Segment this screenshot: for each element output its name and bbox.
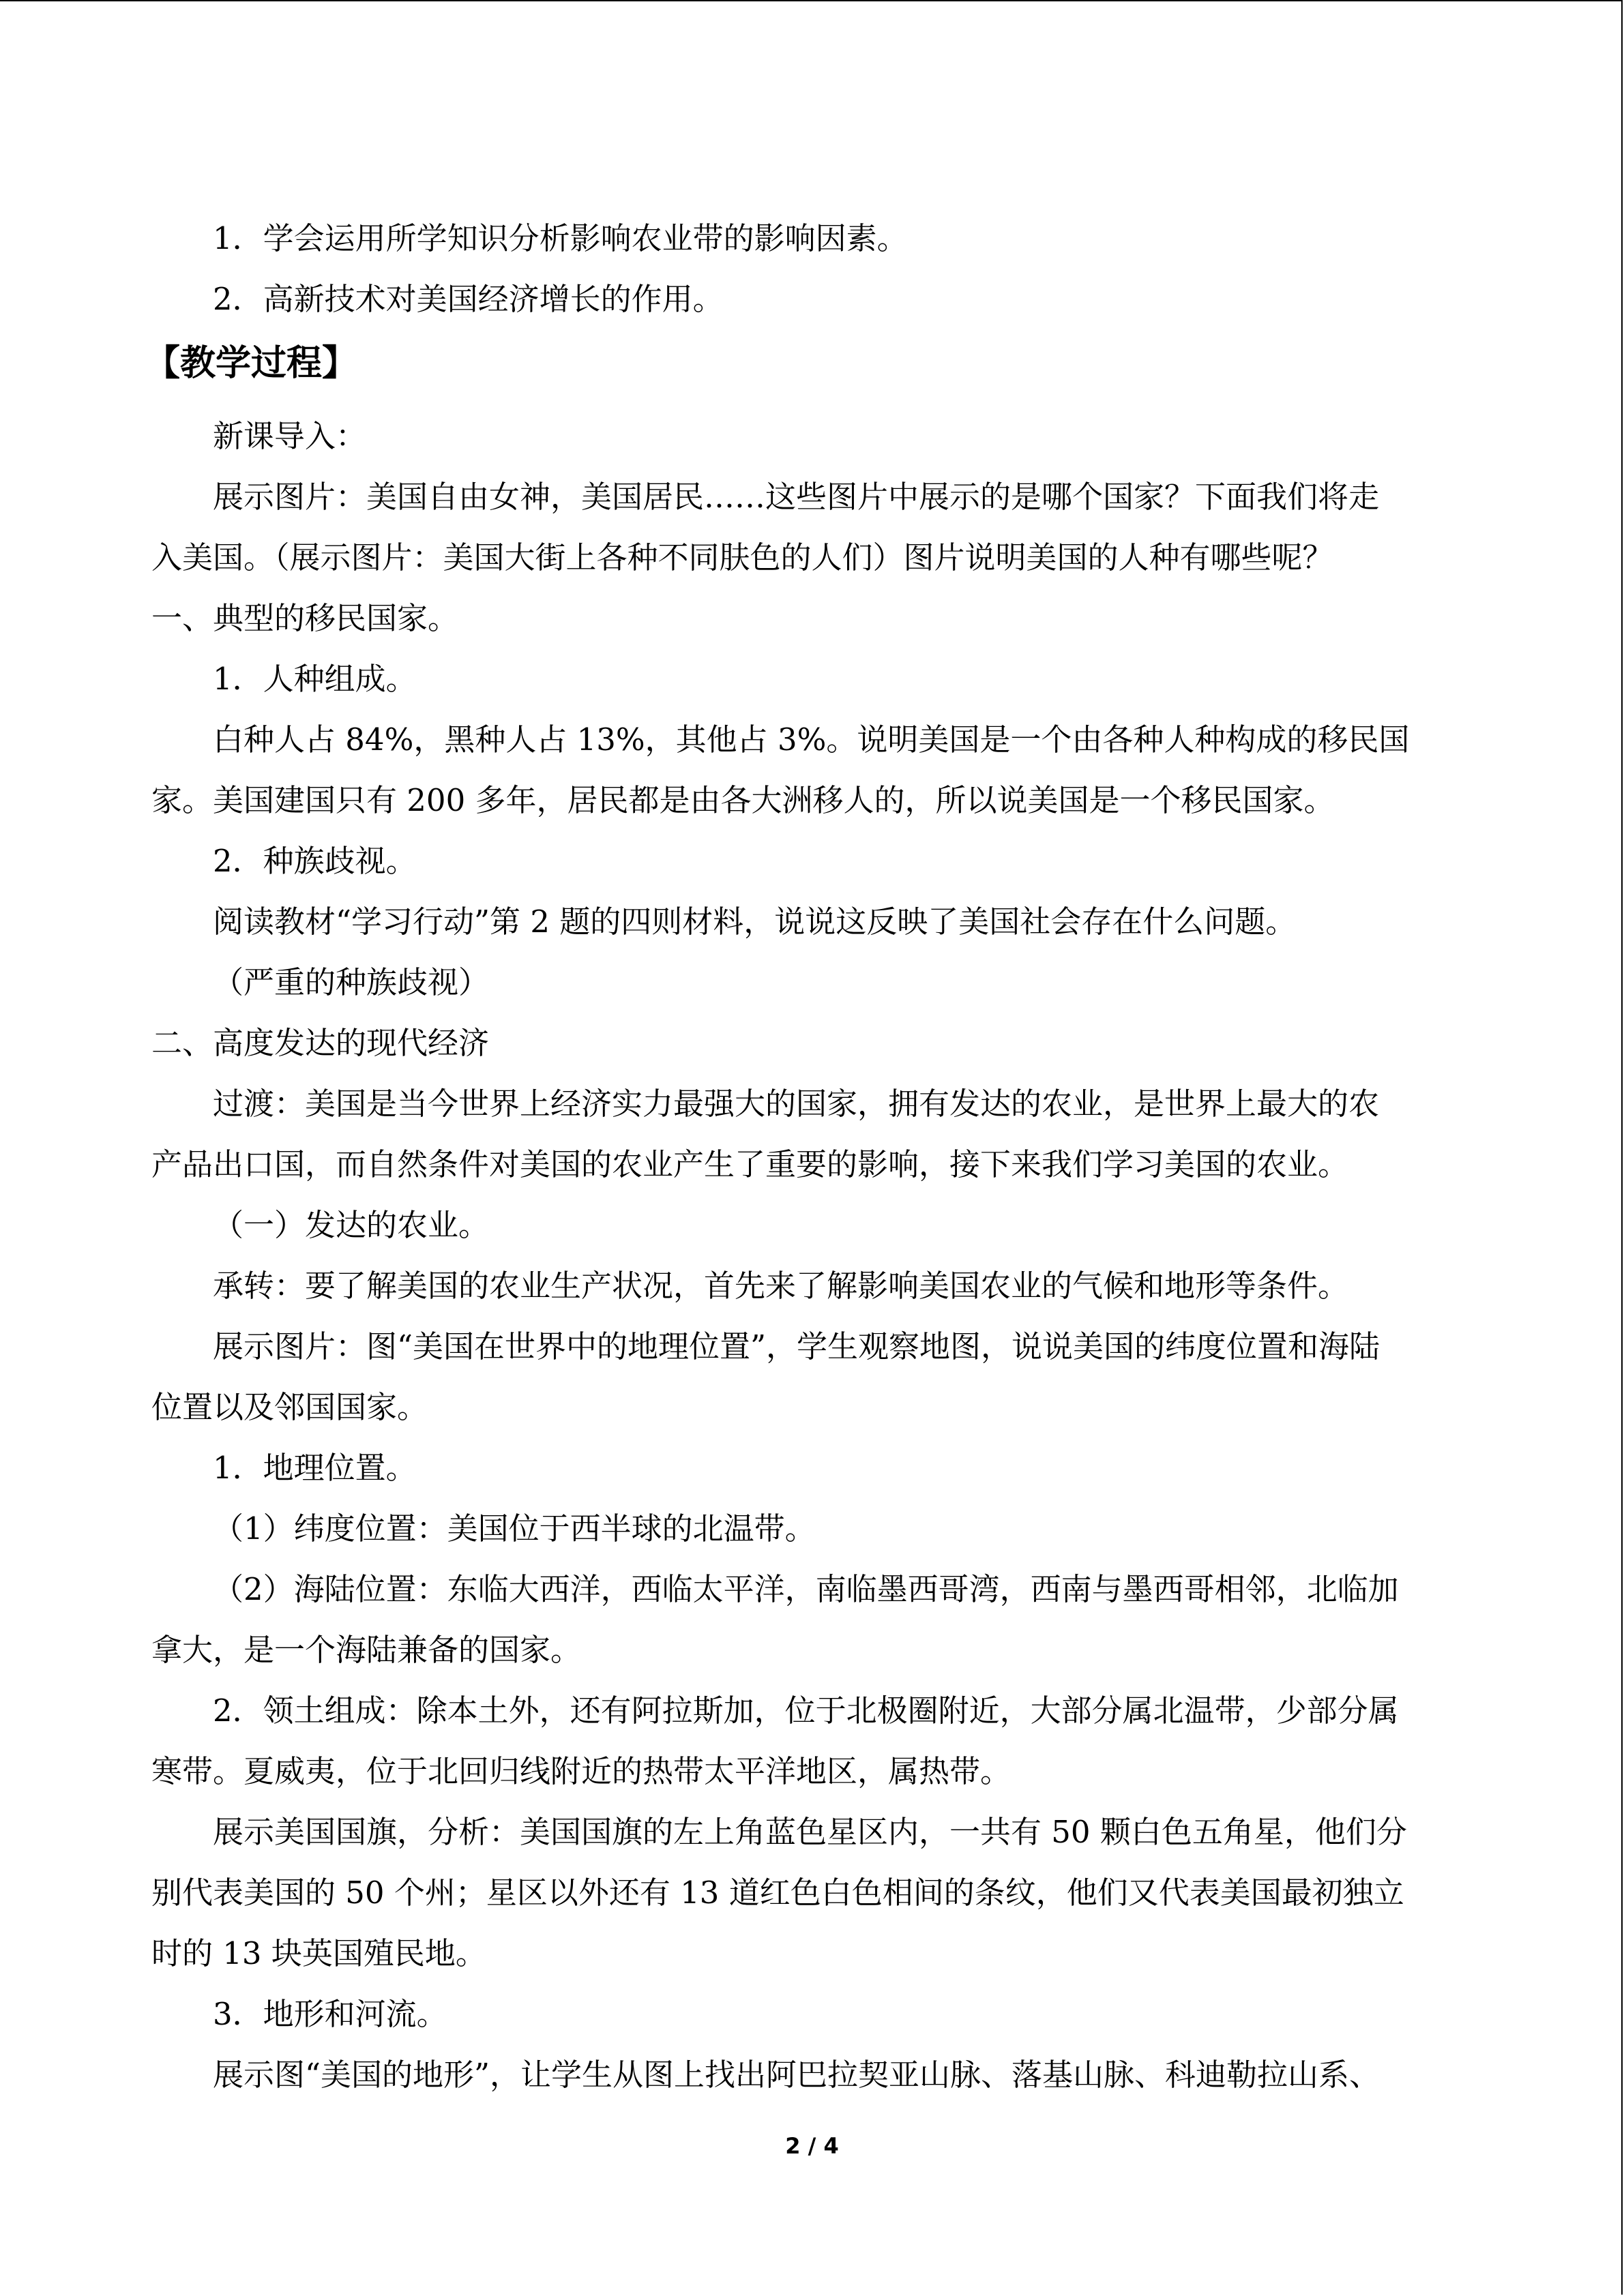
paragraph-line: 拿大，是一个海陆兼备的国家。 [151, 1632, 582, 1668]
section-heading-teaching-process: 【教学过程】 [145, 343, 358, 384]
paragraph-line: 展示图片：美国自由女神，美国居民……这些图片中展示的是哪个国家？下面我们将走 [213, 479, 1380, 515]
paragraph-line: 位置以及邻国国家。 [151, 1389, 428, 1425]
paragraph-line: （2）海陆位置：东临大西洋，西临太平洋，南临墨西哥湾，西南与墨西哥相邻，北临加 [213, 1571, 1399, 1607]
paragraph-line: 入美国。（展示图片：美国大街上各种不同肤色的人们）图片说明美国的人种有哪些呢？ [151, 539, 1333, 576]
paragraph-line: 产品出口国，而自然条件对美国的农业产生了重要的影响，接下来我们学习美国的农业。 [151, 1146, 1349, 1182]
paragraph-line: 时的 13 块英国殖民地。 [151, 1935, 486, 1971]
section-title-modern-economy: 二、高度发达的现代经济 [151, 1025, 490, 1061]
paragraph-line: 展示图片：图“美国在世界中的地理位置”，学生观察地图，说说美国的纬度位置和海陆 [213, 1328, 1381, 1365]
objective-1: 1．学会运用所学知识分析影响农业带的影响因素。 [213, 220, 908, 256]
paragraph-line: 展示图“美国的地形”，让学生从图上找出阿巴拉契亚山脉、落基山脉、科迪勒拉山系、 [213, 2057, 1381, 2093]
subsection-title: 2．种族歧视。 [213, 843, 417, 879]
paragraph-line: 承转：要了解美国的农业生产状况，首先来了解影响美国农业的气候和地形等条件。 [213, 1268, 1349, 1304]
paragraph-line: （严重的种族歧视） [213, 964, 490, 1000]
paragraph-line: 阅读教材“学习行动”第 2 题的四则材料，说说这反映了美国社会存在什么问题。 [213, 904, 1297, 940]
paragraph-line: 家。美国建国只有 200 多年，居民都是由各大洲移人的，所以说美国是一个移民国家。 [151, 782, 1335, 818]
paragraph-line: 过渡：美国是当今世界上经济实力最强大的国家，拥有发达的农业，是世界上最大的农 [213, 1086, 1380, 1122]
paragraph-line: （1）纬度位置：美国位于西半球的北温带。 [213, 1510, 816, 1547]
objective-2: 2．高新技术对美国经济增长的作用。 [213, 281, 724, 317]
paragraph-line: 寒带。夏威夷，位于北回归线附近的热带太平洋地区，属热带。 [151, 1753, 1012, 1789]
paragraph-line: 新课导入： [213, 418, 367, 454]
page-number: 2 / 4 [785, 2133, 839, 2159]
subsection-title: 3．地形和河流。 [213, 1996, 447, 2032]
subsection-title: 1．地理位置。 [213, 1450, 417, 1486]
document-body [145, 208, 1475, 2105]
paragraph-line: 别代表美国的 50 个州；星区以外还有 13 道红色白色相间的条纹，他们又代表美国最初独立 [151, 1875, 1404, 1911]
paragraph-line: 白种人占 84%，黑种人占 13%，其他占 3%。说明美国是一个由各种人种构成的移民国 [213, 721, 1410, 758]
paragraph-line: 2．领土组成：除本土外，还有阿拉斯加，位于北极圈附近，大部分属北温带，少部分属 [213, 1693, 1399, 1729]
subsection-title: （一）发达的农业。 [213, 1207, 490, 1243]
section-title-immigrant-country: 一、典型的移民国家。 [151, 600, 459, 636]
paragraph-line: 展示美国国旗，分析：美国国旗的左上角蓝色星区内，一共有 50 颗白色五角星，他们分 [213, 1814, 1407, 1850]
subsection-title: 1．人种组成。 [213, 661, 417, 697]
